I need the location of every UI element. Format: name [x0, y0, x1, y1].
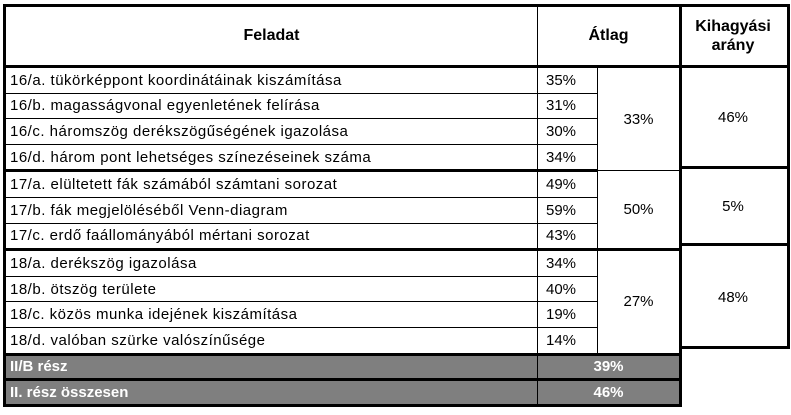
table-row [5, 327, 681, 354]
summary-label: II/B rész [5, 354, 538, 380]
pct-cell: 30% [538, 119, 598, 145]
summary-value: 39% [538, 354, 681, 380]
summary-row [5, 354, 681, 380]
pct-cell: 43% [538, 223, 598, 250]
header-average: Átlag [538, 6, 681, 67]
pct-cell: 34% [538, 144, 598, 171]
pct-cell: 49% [538, 171, 598, 198]
table-row [5, 67, 681, 94]
group-skip-rate: 46% [679, 68, 787, 169]
pct-cell: 40% [538, 276, 598, 302]
summary-value: 46% [538, 380, 681, 406]
pct-cell: 35% [538, 67, 598, 94]
table-row [5, 223, 681, 250]
pct-cell: 34% [538, 250, 598, 277]
task-cell: 16/a. tükörképpont koordinátáinak kiszámítása [5, 67, 538, 94]
task-cell: 18/d. valóban szürke valószínűsége [5, 327, 538, 354]
header-task: Feladat [5, 6, 538, 67]
task-cell: 16/b. magasságvonal egyenletének felírása [5, 93, 538, 119]
task-cell: 17/c. erdő faállományából mértani sorozat [5, 223, 538, 250]
table-row [5, 197, 681, 223]
summary-row [5, 380, 681, 406]
pct-cell: 31% [538, 93, 598, 119]
group-skip-rate: 48% [717, 289, 749, 306]
table-row [5, 171, 681, 198]
task-cell: 17/a. elültetett fák számából számtani sorozat [5, 171, 538, 198]
header-skip-rate: Kihagyási arány [679, 7, 787, 68]
task-cell: 18/c. közös munka idejének kiszámítása [5, 302, 538, 328]
table-row [5, 144, 681, 171]
pct-cell: 19% [538, 302, 598, 328]
task-cell: 16/d. három pont lehetséges színezéseinek száma [5, 144, 538, 171]
task-cell: 16/c. háromszög derékszögűségének igazolása [5, 119, 538, 145]
skip-rate-column [679, 4, 790, 349]
table-row [5, 119, 681, 145]
task-cell: 18/b. ötszög területe [5, 276, 538, 302]
task-cell: 18/a. derékszög igazolása [5, 250, 538, 277]
results-table [3, 4, 682, 407]
table-row [5, 93, 681, 119]
table-row [5, 250, 681, 277]
summary-label: II. rész összesen [5, 380, 538, 406]
task-cell: 17/b. fák megjelöléséből Venn-diagram [5, 197, 538, 223]
group-average: 33% [598, 67, 681, 171]
group-average: 27% [598, 250, 681, 354]
group-average: 50% [598, 171, 681, 250]
group-skip-rate: 5% [679, 169, 787, 246]
table-row [5, 302, 681, 328]
table-row [5, 276, 681, 302]
pct-cell: 59% [538, 197, 598, 223]
pct-cell: 14% [538, 327, 598, 354]
